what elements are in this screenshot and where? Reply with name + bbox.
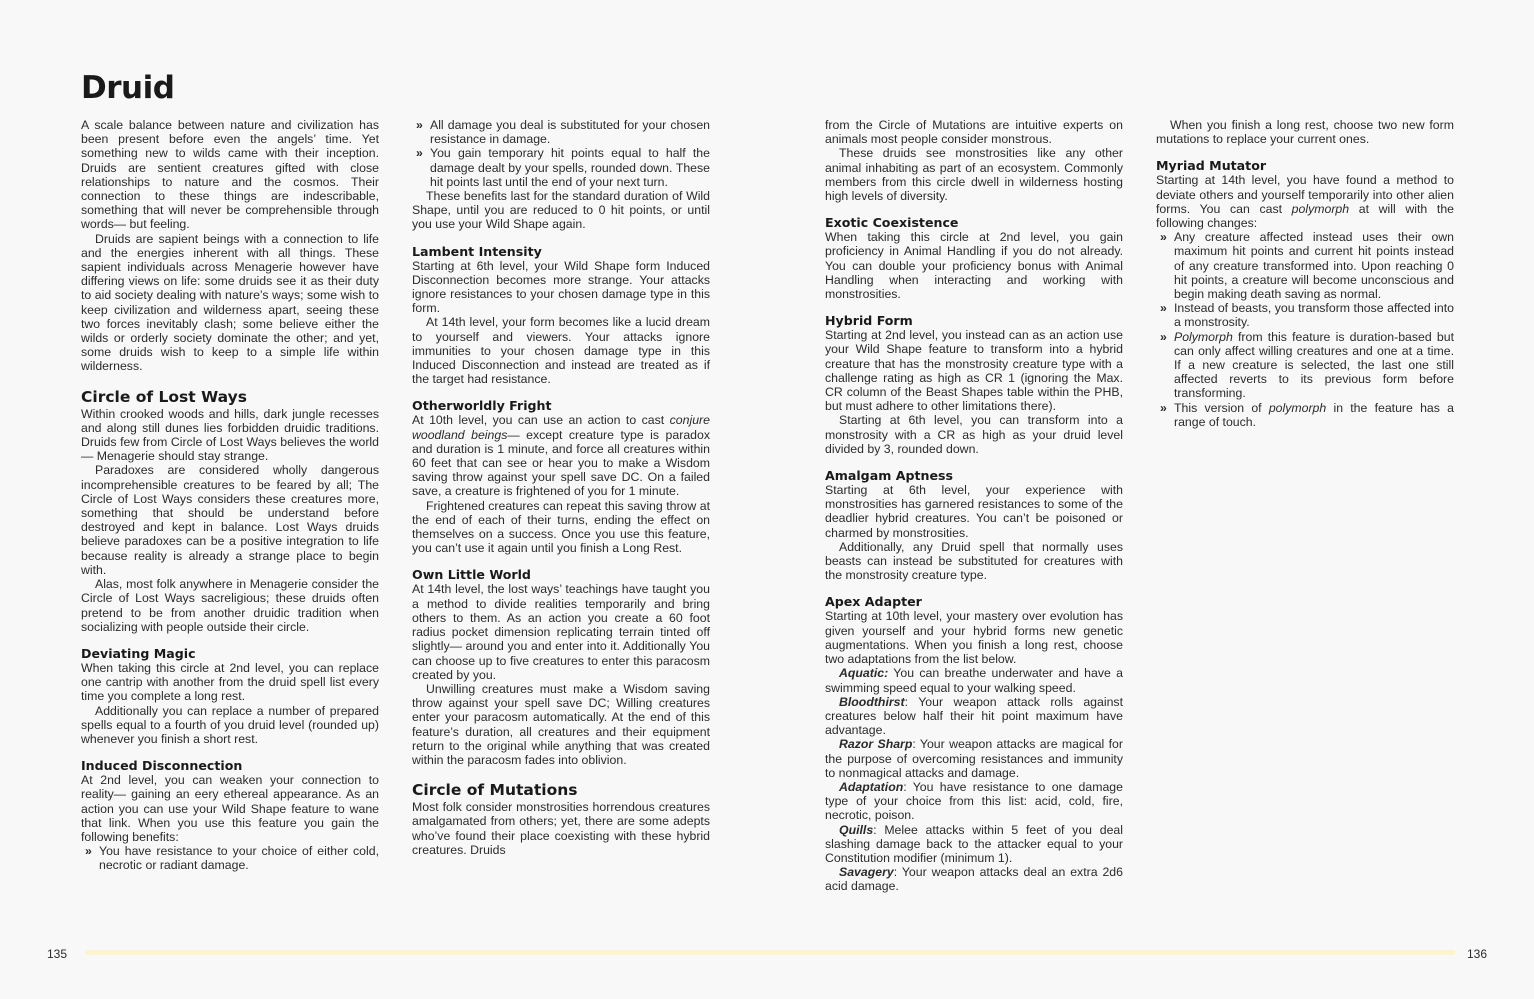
text-span: At 10th level, you can use an action to cast bbox=[412, 413, 670, 428]
footer-rule bbox=[85, 950, 1455, 955]
body-paragraph: Alas, most folk anywhere in Menagerie consider the Circle of Lost Ways sacreligious; these druids often pretend to be from another druidic tradition when socializing with people outside their circle. bbox=[81, 577, 379, 634]
body-paragraph: At 14th level, the lost ways’ teachings have taught you a method to divide realities temporarily and bring others to them. As an action you create a 60 foot radius pocket dimension replicating terrain tinted off slightly— around you and enter into it. Additionally You can choose up to five creatures to enter this paracosm created by you. bbox=[412, 582, 710, 682]
text-span: : Your weapon attacks are magical for the purpose of overcoming resistances and immunity to nonmagical attacks and damage. bbox=[825, 737, 1123, 780]
page-number-right: 136 bbox=[1467, 947, 1488, 961]
body-paragraph: Additionally you can replace a number of prepared spells equal to a fourth of you druid level (rounded up) whenever you finish a short rest. bbox=[81, 703, 379, 746]
body-paragraph: These druids see monstrosities like any other animal inhabiting as part of an ecosystem. Commonly members from this circle dwell in wilderness hosting high levels of diversity. bbox=[825, 146, 1123, 204]
body-paragraph: When you finish a long rest, choose two new form mutations to replace your current ones. bbox=[1156, 118, 1454, 147]
section-heading-circle-of-mutations: Circle of Mutations bbox=[412, 781, 578, 800]
adaptation-label: Aquatic: bbox=[839, 666, 889, 681]
text-span: : You have resistance to one damage type of your choice from this list: acid, cold, fire, necrotic, poison. bbox=[825, 779, 1123, 823]
list-item: » Instead of beasts, you transform those affected into a monstrosity. bbox=[1156, 301, 1454, 329]
text-span: This version of bbox=[1174, 400, 1269, 415]
body-paragraph bbox=[412, 413, 710, 498]
adaptation-label: Razor Sharp bbox=[839, 737, 913, 752]
body-paragraph: Most folk consider monstrosities horrendous creatures amalgamated from others; yet, there are some adepts who’ve found their place coexisting with these hybrid creatures. Druids bbox=[412, 800, 710, 857]
adaptation-label: Bloodthirst bbox=[839, 694, 905, 709]
intro-paragraph: A scale balance between nature and civilization has been present before even the angels’ time. Yet something new to wilds came with their inception. Druids are sentient creatures gifted with close relationships to nature and the cosmos. Their connection to these things are indescribable, something that will never be comprehensible through words— but feeling. bbox=[81, 118, 379, 232]
spell-name: polymorph bbox=[1268, 400, 1327, 415]
feature-heading-amalgam-aptness: Amalgam Aptness bbox=[825, 468, 953, 484]
list-item bbox=[1156, 401, 1454, 429]
adaptation-label: Savagery bbox=[839, 865, 894, 880]
feature-heading-hybrid-form: Hybrid Form bbox=[825, 313, 913, 329]
feature-heading-myriad-mutator: Myriad Mutator bbox=[1156, 158, 1267, 174]
adaptation-entry bbox=[825, 737, 1123, 780]
spell-name: polymorph bbox=[1291, 201, 1350, 216]
list-item bbox=[1156, 330, 1454, 401]
page-title: Druid bbox=[81, 70, 175, 106]
list-item: » You gain temporary hit points equal to half the damage dealt by your spells, rounded down. These hit points last until the end of your next turn. bbox=[412, 146, 710, 189]
body-paragraph: Starting at 6th level, your Wild Shape form Induced Disconnection becomes more strange. Your attacks ignore resistances to your chosen damage type in this form. bbox=[412, 258, 710, 316]
body-paragraph: Paradoxes are considered wholly dangerous incomprehensible creatures to be feared by all; The Circle of Lost Ways considers these creatures more, something that should be understand before destroyed and kept in balance. Lost Ways druids believe paradoxes can be a positive integration to life because reality is already a strange place to begin with. bbox=[81, 463, 379, 577]
body-paragraph: Starting at 10th level, your mastery over evolution has given yourself and your hybrid forms new genetic augmentations. When you finish a long rest, choose two adaptations from the list below. bbox=[825, 609, 1123, 667]
spell-name: Polymorph bbox=[1174, 329, 1233, 344]
list-item: » Any creature affected instead uses their own maximum hit points and current hit points instead of any creature transformed into. Upon reaching 0 hit points, a creature will become unconscious and begin making death saving as normal. bbox=[1156, 230, 1454, 301]
feature-heading-otherworldly-fright: Otherworldly Fright bbox=[412, 398, 552, 414]
body-paragraph: Frightened creatures can repeat this saving throw at the end of each of their turns, ending the effect on themselves on a success. Once you use this feature, you can’t use it again until you finish a Long Rest. bbox=[412, 498, 710, 556]
feature-heading-own-little-world: Own Little World bbox=[412, 567, 531, 583]
feature-heading-induced-disconnection: Induced Disconnection bbox=[81, 758, 243, 774]
feature-heading-apex-adapter: Apex Adapter bbox=[825, 594, 922, 610]
adaptation-entry bbox=[825, 695, 1123, 738]
body-paragraph: Additionally, any Druid spell that normally uses beasts can instead be substituted for creatures with the monstrosity creature type. bbox=[825, 539, 1123, 583]
adaptation-entry bbox=[825, 865, 1123, 893]
section-heading-circle-of-lost-ways: Circle of Lost Ways bbox=[81, 387, 247, 406]
feature-heading-deviating-magic: Deviating Magic bbox=[81, 645, 196, 661]
text-span: You can breathe underwater and have a swimming speed equal to your walking speed. bbox=[825, 666, 1123, 695]
benefit-list bbox=[412, 118, 710, 189]
body-paragraph: These benefits last for the standard duration of Wild Shape, until you are reduced to 0 hit points, or until you use your Wild Shape again. bbox=[412, 189, 710, 232]
list-item: » All damage you deal is substituted for your chosen resistance in damage. bbox=[412, 118, 710, 146]
adaptation-label: Quills bbox=[839, 822, 874, 837]
text-span: at will with the following changes: bbox=[1156, 201, 1454, 231]
page-number-left: 135 bbox=[47, 947, 68, 961]
body-paragraph: Starting at 6th level, you can transform into a monstrosity with a CR as high as your druid level divided by 3, rounded down. bbox=[825, 413, 1123, 456]
text-span: in the feature has a range of touch. bbox=[1174, 400, 1454, 429]
change-list bbox=[1156, 230, 1454, 429]
adaptation-entry bbox=[825, 780, 1123, 823]
text-span: from this feature is duration-based but can only affect willing creatures and one at a time. If a new creature is selected, the last one still affected reverts to its previous form before transforming. bbox=[1174, 329, 1454, 401]
feature-heading-lambent-intensity: Lambent Intensity bbox=[412, 243, 542, 259]
text-span: : Your weapon attack rolls against creatures below half their hit point maximum have advantage. bbox=[825, 694, 1123, 738]
column-2 bbox=[412, 118, 710, 857]
body-paragraph: Starting at 6th level, your experience with monstrosities has garnered resistances to some of the deadlier hybrid creatures. You can’t be poisoned or charmed by monstrosities. bbox=[825, 483, 1123, 540]
text-span: Starting at 14th level, you have found a method to deviate others and yourself temporarily into other alien forms. You can cast bbox=[1156, 173, 1454, 216]
text-span: : Melee attacks within 5 feet of you deal slashing damage back to the attacker equal to your Constitution modifier (minimum 1). bbox=[825, 822, 1123, 865]
intro-paragraph: Druids are sapient beings with a connection to life and the energies inherent with all things. These sapient individuals across Menagerie however have differing views on life: some druids see it as their duty to aid society dealing with nature’s ways; some wish to keep civilization and wilderness apart, seeing these two forces inevitably clash; some believe either the wilds or orderly society dominate the other; and yet, some druids wish to keep to a simple life within wilderness. bbox=[81, 231, 379, 374]
body-paragraph: Within crooked woods and hills, dark jungle recesses and along still dunes lies forbidden druidic traditions. Druids few from Circle of Lost Ways believes the world— Menagerie should stay strange. bbox=[81, 406, 379, 464]
adaptation-entry bbox=[825, 666, 1123, 694]
adaptation-label: Adaptation bbox=[839, 779, 904, 794]
benefit-list bbox=[81, 844, 379, 872]
spell-name: conjure woodland beings bbox=[412, 413, 710, 442]
body-paragraph: When taking this circle at 2nd level, you can replace one cantrip with another from the druid spell list every time you complete a long rest. bbox=[81, 660, 379, 704]
body-paragraph: At 14th level, your form becomes like a lucid dream to yourself and viewers. Your attacks ignore immunities to your chosen damage type in this Induced Disconnection and instead are treated as if the target had resistance. bbox=[412, 315, 710, 387]
column-3 bbox=[825, 118, 1123, 894]
body-paragraph: Unwilling creatures must make a Wisdom saving throw against your spell save DC; Willing creatures enter your paracosm automatically. At the end of this feature’s duration, all creatures and their equipment return to the original while anything that was created within the paracosm fades into oblivion. bbox=[412, 681, 710, 767]
body-paragraph: At 2nd level, you can weaken your connection to reality— gaining an eery ethereal appearance. As an action you can use your Wild Shape feature to wane that link. When you use this feature you gain the following benefits: bbox=[81, 773, 379, 844]
body-paragraph bbox=[1156, 173, 1454, 230]
body-paragraph: When taking this circle at 2nd level, you gain proficiency in Animal Handling if you do not already. You can double your proficiency bonus with Animal Handling when interacting and working with monstrosities. bbox=[825, 230, 1123, 302]
column-4 bbox=[1156, 118, 1454, 429]
text-span: — except creature type is paradox and duration is 1 minute, and force all creatures within 60 feet that can see or hear you to make a Wisdom saving throw against your spell save DC. On a failed save, a creature is frightened of you for 1 minute. bbox=[412, 427, 710, 499]
feature-heading-exotic-coexistence: Exotic Coexistence bbox=[825, 215, 959, 231]
adaptation-entry bbox=[825, 823, 1123, 866]
list-item: » You have resistance to your choice of either cold, necrotic or radiant damage. bbox=[81, 844, 379, 872]
text-span: : Your weapon attacks deal an extra 2d6 acid damage. bbox=[825, 865, 1123, 894]
column-1 bbox=[81, 118, 379, 873]
body-paragraph: Starting at 2nd level, you instead can as an action use your Wild Shape feature to transform into a hybrid creature that has the monstrosity creature type with a challenge rating as high as CR 1 (ignoring the Max. CR column of the Beast Shapes table within the PHB, but must adhere to other limitations there). bbox=[825, 328, 1123, 414]
body-paragraph: from the Circle of Mutations are intuitive experts on animals most people consider monstrous. bbox=[825, 118, 1123, 147]
